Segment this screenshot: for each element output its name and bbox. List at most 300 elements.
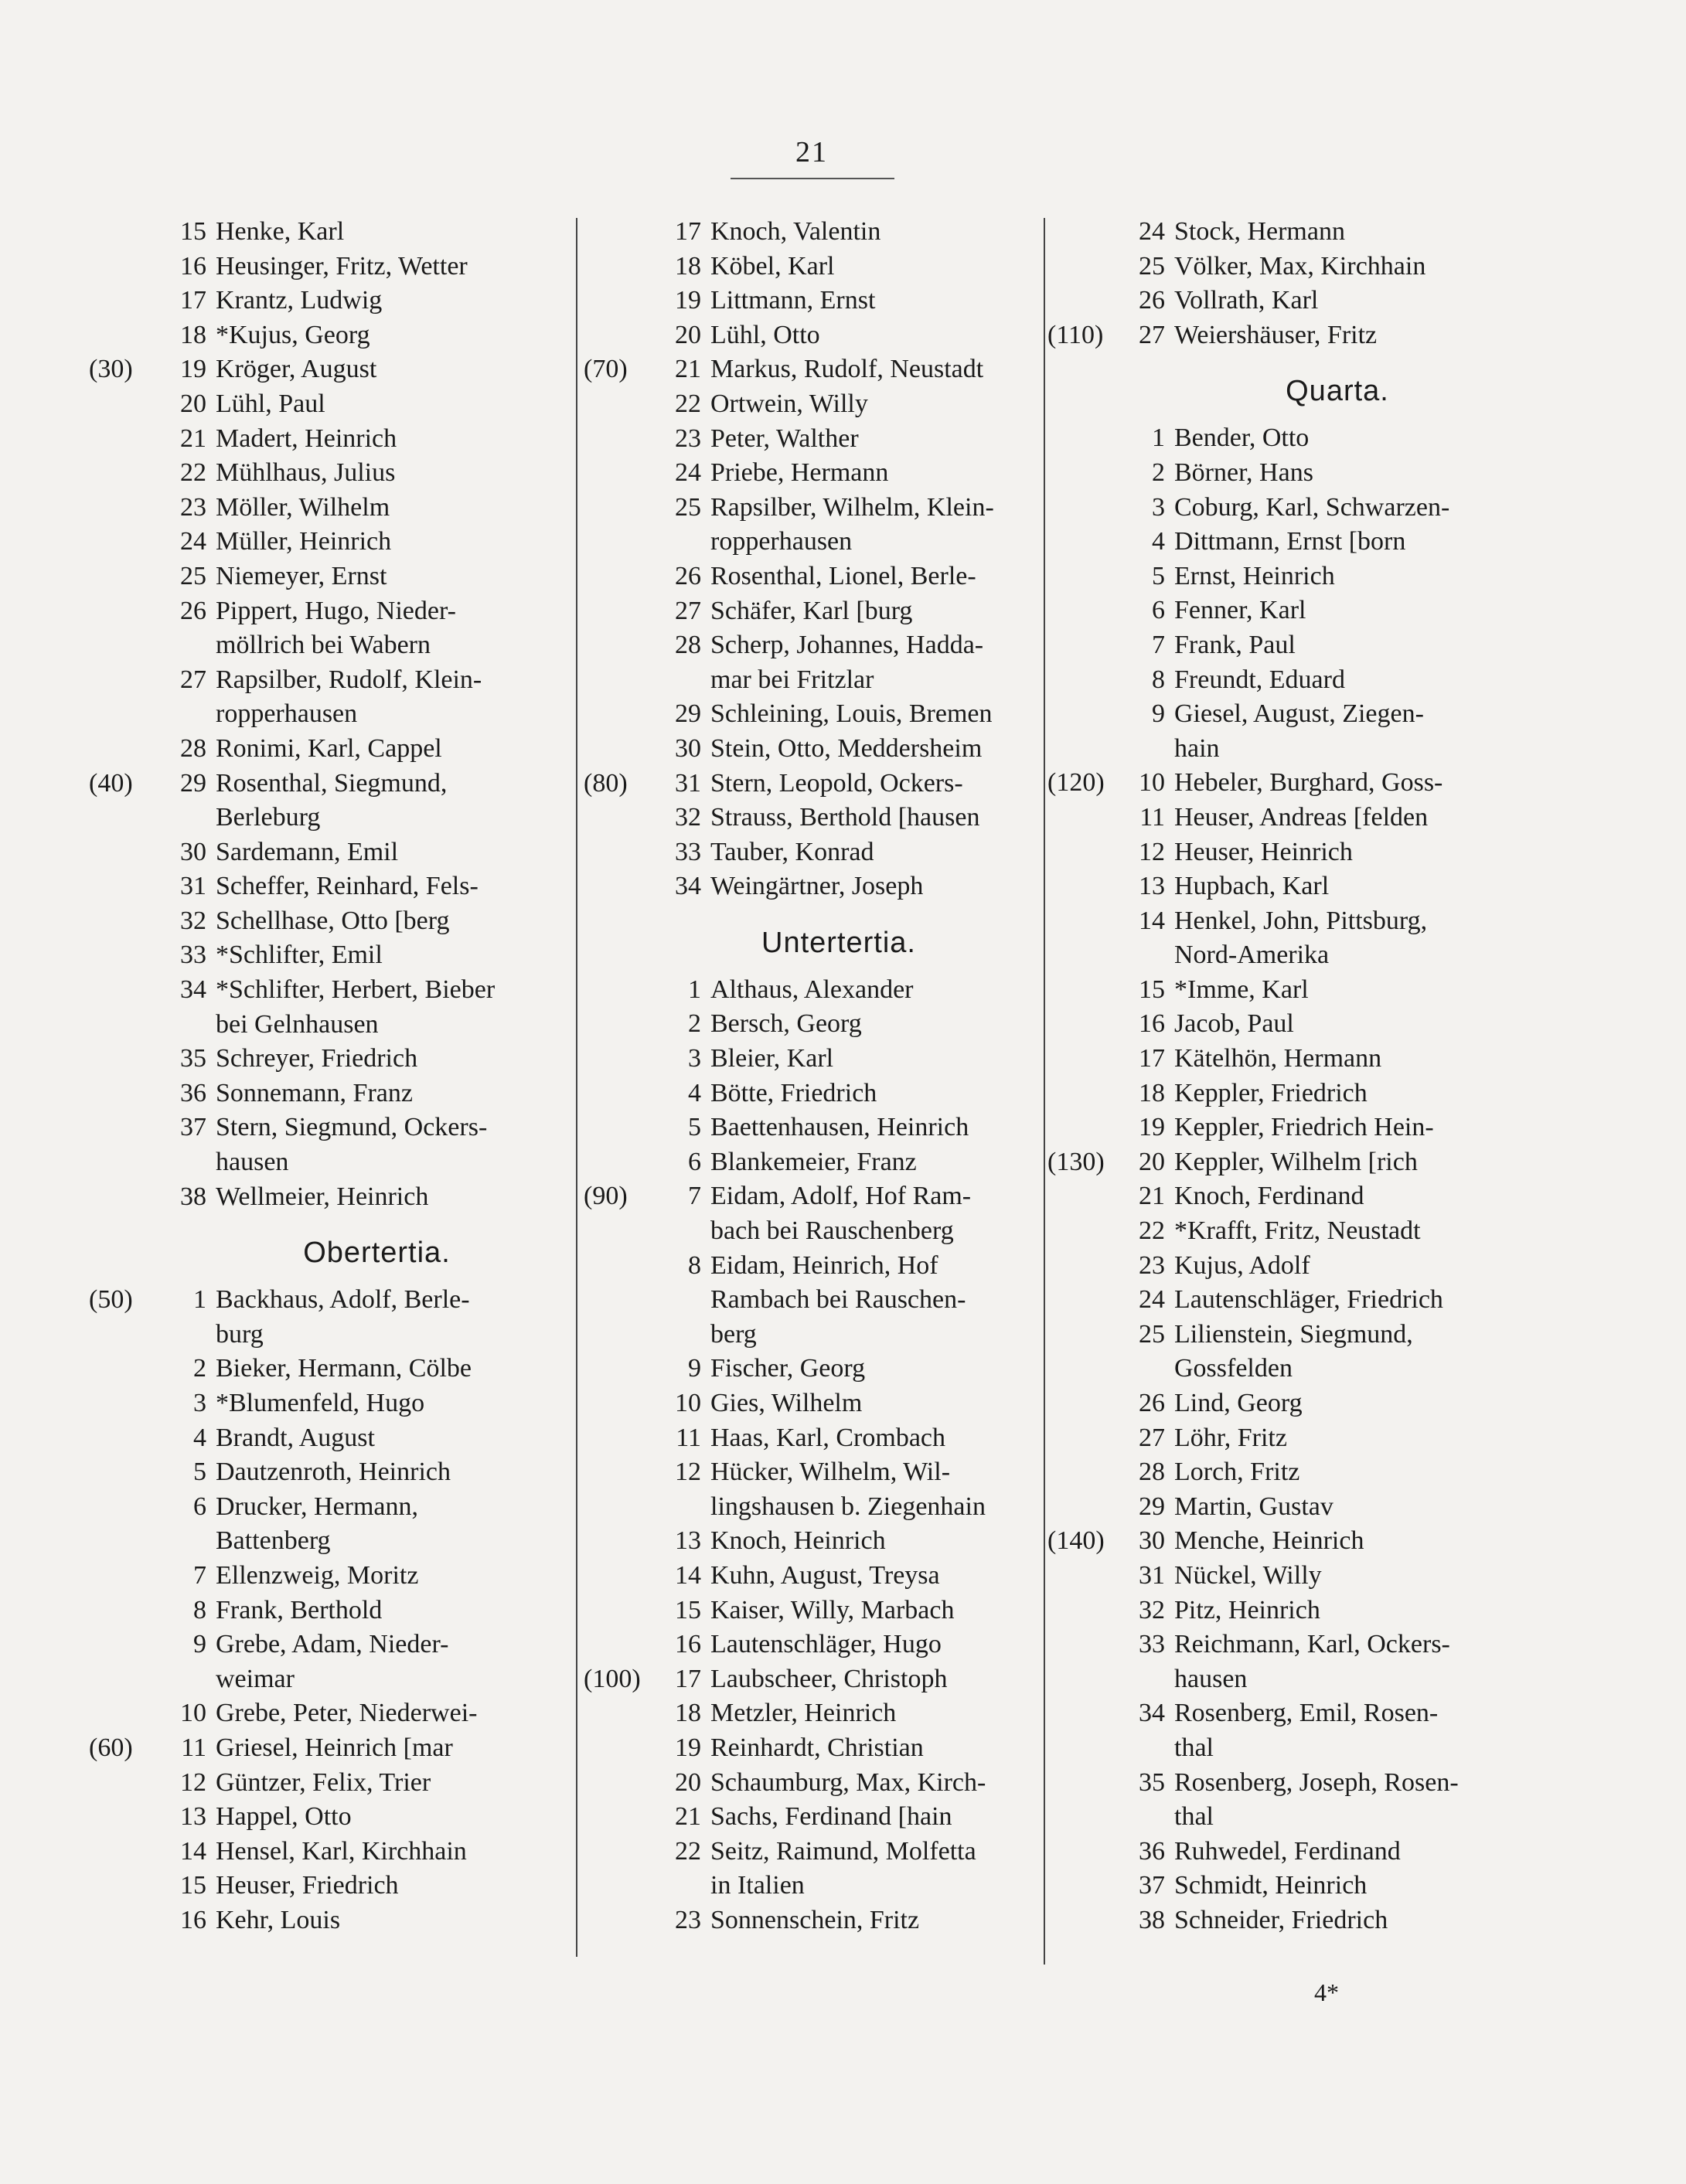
student-entry: Schreyer, Friedrich [216,1044,418,1073]
student-entry: Backhaus, Adolf, Berle- [216,1285,470,1315]
student-entry: bach bei Rauschenberg [710,1216,954,1246]
list-item [1047,1249,1527,1284]
student-number: 17 [1139,1044,1165,1073]
list-item-continuation [89,1524,572,1559]
list-item [89,1731,572,1766]
list-item [1047,318,1527,353]
student-number: 32 [180,906,206,935]
list-item [584,1179,1040,1214]
student-number: 4 [688,1078,701,1107]
list-item [89,1283,572,1318]
list-item-continuation [584,1214,1040,1249]
student-number: 26 [1139,286,1165,315]
list-item [1047,525,1527,560]
student-entry: Ellenzweig, Moritz [216,1560,419,1590]
student-number: 30 [1139,1526,1165,1556]
list-item [584,1042,1040,1077]
list-item [1047,491,1527,526]
list-item [1047,1524,1527,1559]
running-count: (30) [89,355,133,384]
student-number: 33 [1139,1630,1165,1659]
student-entry: Rosenberg, Emil, Rosen- [1174,1699,1439,1728]
student-number: 20 [180,389,206,418]
student-entry: mar bei Fritzlar [710,665,874,694]
list-item [1047,1283,1527,1318]
list-item [1047,1490,1527,1525]
student-number: 9 [1152,699,1165,729]
student-entry: Haas, Karl, Crombach [710,1423,946,1452]
list-item [89,525,572,560]
list-item [584,491,1040,526]
student-number: 23 [180,492,206,522]
student-number: 15 [180,1871,206,1900]
student-entry: Eidam, Adolf, Hof Ram- [710,1182,972,1211]
student-entry: Lilienstein, Siegmund, [1174,1319,1413,1349]
student-entry: Tauber, Konrad [710,837,874,866]
list-item [1047,560,1527,594]
list-item [89,352,572,387]
student-entry: Stern, Siegmund, Ockers- [216,1113,488,1142]
student-number: 11 [181,1733,206,1762]
list-item [89,1490,572,1525]
student-entry: Priebe, Hermann [710,458,889,488]
student-entry: Völker, Max, Kirchhain [1174,251,1426,281]
list-item [584,284,1040,318]
list-item [1047,1145,1527,1180]
student-entry: Berleburg [216,803,321,832]
student-entry: Griesel, Heinrich [mar [216,1733,453,1762]
page-number-rule [731,178,894,179]
student-entry: Hupbach, Karl [1174,872,1330,901]
student-number: 25 [180,561,206,590]
student-entry: Lautenschläger, Friedrich [1174,1285,1443,1315]
section-heading: Quarta. [1286,375,1389,408]
student-number: 34 [180,975,206,1005]
list-item [89,215,572,250]
student-entry: Kaiser, Willy, Marbach [710,1595,955,1624]
list-item [89,250,572,284]
student-number: 2 [688,1009,701,1039]
list-item [89,387,572,422]
student-number: 27 [675,596,701,625]
list-item [584,422,1040,457]
student-number: 31 [675,768,701,798]
list-item [89,594,572,629]
student-entry: *Schlifter, Emil [216,941,383,970]
student-entry: Rosenthal, Lionel, Berle- [710,561,976,590]
student-entry: Reichmann, Karl, Ockers- [1174,1630,1450,1659]
student-entry: Schmidt, Heinrich [1174,1871,1368,1900]
student-entry: Schellhase, Otto [berg [216,906,450,935]
list-item [89,1835,572,1869]
list-item [584,1421,1040,1456]
list-item [1047,1455,1527,1490]
student-number: 19 [675,1733,701,1762]
student-entry: Gossfelden [1174,1354,1293,1383]
student-entry: Wellmeier, Heinrich [216,1182,429,1211]
student-entry: Vollrath, Karl [1174,286,1319,315]
student-number: 8 [193,1595,206,1624]
student-entry: Drucker, Hermann, [216,1492,419,1521]
student-number: 3 [193,1389,206,1417]
student-entry: Metzler, Heinrich [710,1699,897,1728]
student-entry: thal [1174,1733,1214,1762]
student-entry: Rapsilber, Rudolf, Klein- [216,665,482,694]
student-number: 23 [675,1905,701,1934]
student-entry: Frank, Paul [1174,630,1296,659]
student-number: 20 [675,1767,701,1797]
student-number: 15 [675,1595,701,1624]
student-entry: Köbel, Karl [710,251,835,281]
list-item [584,801,1040,835]
student-entry: Fischer, Georg [710,1354,866,1383]
student-list-column-1 [89,215,572,1938]
student-list-column-2 [584,215,1040,1938]
student-entry: Schäfer, Karl [burg [710,596,913,625]
list-item-continuation [1047,1731,1527,1766]
list-item [1047,1628,1527,1662]
student-number: 31 [180,872,206,901]
running-count: (90) [584,1182,628,1211]
student-entry: Coburg, Karl, Schwarzen- [1174,492,1450,522]
list-item [1047,284,1527,318]
list-item [1047,1007,1527,1042]
student-number: 1 [193,1285,206,1315]
student-entry: Bender, Otto [1174,424,1310,453]
page-number: 21 [795,136,828,168]
list-item [584,697,1040,732]
list-item [584,1524,1040,1559]
list-item [89,491,572,526]
list-item [584,1835,1040,1869]
student-number: 30 [675,733,701,763]
list-item [584,560,1040,594]
list-item [89,1077,572,1111]
list-item [584,1594,1040,1628]
list-item [1047,904,1527,939]
list-item-continuation [1047,1800,1527,1835]
list-item [584,1386,1040,1421]
student-entry: Peter, Walther [710,424,859,453]
student-entry: hausen [216,1148,289,1177]
list-item [584,1455,1040,1490]
student-number: 26 [1139,1389,1165,1417]
list-item [584,1696,1040,1731]
student-number: 23 [1139,1250,1165,1280]
student-number: 4 [1152,527,1165,556]
student-entry: Dautzenroth, Heinrich [216,1458,451,1487]
list-item [89,1696,572,1731]
student-entry: bei Gelnhausen [216,1009,379,1039]
student-entry: Gies, Wilhelm [710,1389,863,1417]
student-entry: burg [216,1319,264,1349]
student-number: 29 [1139,1492,1165,1521]
list-item-continuation [89,1145,572,1180]
list-item [89,938,572,973]
list-item [584,1628,1040,1662]
student-entry: in Italien [710,1871,805,1900]
list-item [1047,766,1527,801]
student-entry: Littmann, Ernst [710,286,876,315]
list-item-continuation [584,1869,1040,1903]
student-entry: Eidam, Heinrich, Hof [710,1250,938,1280]
list-item [584,594,1040,629]
student-number: 30 [180,837,206,866]
student-entry: Ronimi, Karl, Cappel [216,733,442,763]
student-entry: Kujus, Adolf [1174,1250,1310,1280]
student-entry: Happel, Otto [216,1802,352,1832]
student-number: 18 [675,251,701,281]
student-number: 6 [688,1147,701,1176]
student-number: 23 [675,424,701,453]
student-number: 26 [180,596,206,625]
list-item [89,1869,572,1903]
student-entry: Giesel, August, Ziegen- [1174,699,1424,729]
student-number: 19 [675,286,701,315]
student-entry: möllrich bei Wabern [216,631,431,660]
student-number: 21 [180,424,206,453]
student-entry: Heuser, Friedrich [216,1871,399,1900]
student-entry: Keppler, Friedrich Hein- [1174,1113,1434,1142]
student-entry: ropperhausen [216,699,358,729]
student-entry: Heusinger, Fritz, Wetter [216,251,468,281]
list-item [1047,215,1527,250]
student-number: 24 [675,458,701,488]
student-number: 13 [1139,872,1165,901]
list-item [584,1903,1040,1938]
list-item [89,1386,572,1421]
student-number: 22 [180,458,206,488]
list-item [1047,1386,1527,1421]
student-number: 7 [1152,630,1165,659]
list-item-continuation [89,1008,572,1043]
student-number: 21 [675,355,701,384]
student-entry: *Schlifter, Herbert, Bieber [216,975,496,1005]
student-entry: Bersch, Georg [710,1009,862,1039]
student-entry: *Imme, Karl [1174,975,1309,1004]
student-number: 34 [675,872,701,901]
student-entry: Müller, Heinrich [216,527,392,556]
student-number: 27 [180,665,206,694]
student-entry: Blankemeier, Franz [710,1147,917,1176]
running-count: (100) [584,1664,641,1693]
student-entry: Grebe, Peter, Niederwei- [216,1699,478,1728]
column-divider-left [576,218,577,1957]
student-number: 35 [1139,1767,1165,1797]
list-item [1047,801,1527,835]
student-entry: Heuser, Heinrich [1174,837,1353,866]
student-entry: Keppler, Wilhelm [rich [1174,1147,1418,1176]
student-entry: Lautenschläger, Hugo [710,1630,942,1659]
list-item [89,973,572,1008]
student-number: 10 [180,1699,206,1728]
student-number: 5 [688,1113,701,1142]
list-item [89,1628,572,1662]
student-number: 25 [1139,251,1165,281]
student-entry: weimar [216,1664,295,1693]
student-entry: Güntzer, Felix, Trier [216,1767,431,1797]
student-number: 4 [193,1423,206,1452]
running-count: (140) [1047,1526,1105,1556]
list-item-continuation [584,525,1040,560]
list-item [584,732,1040,767]
student-number: 7 [688,1182,701,1211]
list-item [89,1800,572,1835]
student-entry: Pippert, Hugo, Nieder- [216,596,456,625]
student-entry: Seitz, Raimund, Molfetta [710,1836,976,1866]
list-item [584,1766,1040,1801]
student-entry: Kuhn, August, Treysa [710,1560,940,1590]
student-entry: Lühl, Otto [710,320,820,349]
student-number: 15 [1139,975,1165,1004]
student-entry: Jacob, Paul [1174,1009,1294,1039]
student-number: 22 [675,1836,701,1866]
list-item [584,835,1040,870]
list-item [584,1800,1040,1835]
list-item-continuation [1047,938,1527,973]
student-entry: Löhr, Fritz [1174,1423,1287,1452]
list-item [584,250,1040,284]
student-number: 36 [1139,1836,1165,1866]
list-item [584,973,1040,1008]
student-entry: Niemeyer, Ernst [216,561,387,590]
student-entry: Krantz, Ludwig [216,286,383,315]
student-number: 12 [180,1767,206,1797]
student-number: 5 [1152,561,1165,590]
list-item [89,904,572,939]
student-number: 2 [193,1354,206,1383]
student-entry: Pitz, Heinrich [1174,1595,1320,1624]
list-item [1047,663,1527,698]
list-item [584,318,1040,353]
list-item [89,1421,572,1456]
student-number: 37 [180,1113,206,1142]
student-entry: Grebe, Adam, Nieder- [216,1630,449,1659]
student-number: 16 [675,1630,701,1659]
student-number: 13 [675,1526,701,1556]
running-count: (60) [89,1733,133,1762]
student-entry: Battenberg [216,1526,331,1556]
student-number: 8 [1152,665,1165,694]
student-number: 12 [675,1458,701,1487]
list-item [1047,1559,1527,1594]
student-number: 5 [193,1458,206,1487]
list-item [584,1111,1040,1145]
list-item [584,869,1040,904]
student-number: 21 [675,1802,701,1832]
student-entry: Lühl, Paul [216,389,325,418]
student-entry: hain [1174,733,1220,763]
student-number: 25 [1139,1319,1165,1349]
list-item [1047,1214,1527,1249]
student-entry: Kätelhön, Hermann [1174,1044,1382,1073]
student-number: 21 [1139,1182,1165,1211]
student-number: 31 [1139,1560,1165,1590]
student-number: 19 [1139,1113,1165,1142]
student-entry: Rosenberg, Joseph, Rosen- [1174,1767,1459,1797]
list-item-continuation [89,1662,572,1697]
student-entry: Ernst, Heinrich [1174,561,1335,590]
list-item-continuation [1047,1352,1527,1386]
student-number: 26 [675,561,701,590]
list-item [1047,421,1527,456]
signature-mark: 4* [1314,1978,1339,2006]
list-item [584,1077,1040,1111]
student-number: 32 [675,803,701,832]
student-number: 2 [1152,458,1165,487]
student-number: 34 [1139,1699,1165,1728]
student-number: 27 [1139,320,1165,349]
student-number: 28 [1139,1458,1165,1487]
student-number: 33 [675,837,701,866]
student-number: 18 [1139,1078,1165,1107]
student-number: 28 [675,631,701,660]
running-count: (120) [1047,768,1105,798]
list-item-continuation [1047,732,1527,767]
student-number: 1 [1152,424,1165,453]
student-number: 24 [1139,217,1165,246]
student-number: 29 [180,768,206,798]
student-entry: Henkel, John, Pittsburg, [1174,906,1428,935]
list-item [1047,1869,1527,1903]
list-item [89,456,572,491]
student-entry: Ruhwedel, Ferdinand [1174,1836,1401,1866]
list-item [584,1007,1040,1042]
student-number: 20 [675,320,701,349]
student-entry: Freundt, Eduard [1174,665,1345,694]
list-item [584,387,1040,422]
student-entry: Heuser, Andreas [felden [1174,802,1429,832]
list-item [584,352,1040,387]
list-item [1047,1835,1527,1869]
list-item-continuation [584,663,1040,698]
student-entry: Madert, Heinrich [216,424,397,453]
list-item [89,1559,572,1594]
student-number: 12 [1139,837,1165,866]
list-item [1047,628,1527,663]
list-item [89,1352,572,1386]
running-count: (70) [584,355,628,384]
list-item-continuation [584,1283,1040,1318]
student-number: 10 [1139,768,1165,798]
student-entry: Möller, Wilhelm [216,492,390,522]
list-item [89,1594,572,1628]
list-item [1047,1421,1527,1456]
list-item [89,1455,572,1490]
list-item [1047,1179,1527,1214]
student-entry: Lorch, Fritz [1174,1458,1300,1487]
student-number: 17 [675,1664,701,1693]
student-entry: Markus, Rudolf, Neustadt [710,355,984,384]
section-heading: Obertertia. [303,1237,451,1270]
running-count: (40) [89,768,133,798]
list-item [89,422,572,457]
student-number: 3 [688,1044,701,1073]
student-number: 38 [1139,1905,1165,1934]
student-number: 8 [688,1250,701,1280]
student-entry: Scherp, Johannes, Hadda- [710,631,984,660]
student-number: 38 [180,1182,206,1211]
student-number: 16 [180,1905,206,1934]
list-item-continuation [89,1318,572,1352]
student-entry: Hensel, Karl, Kirchhain [216,1836,467,1866]
student-entry: Fenner, Karl [1174,596,1306,625]
list-item-continuation [89,628,572,663]
student-number: 32 [1139,1595,1165,1624]
list-item-continuation [89,801,572,835]
list-item [1047,1077,1527,1111]
list-item [89,1111,572,1145]
